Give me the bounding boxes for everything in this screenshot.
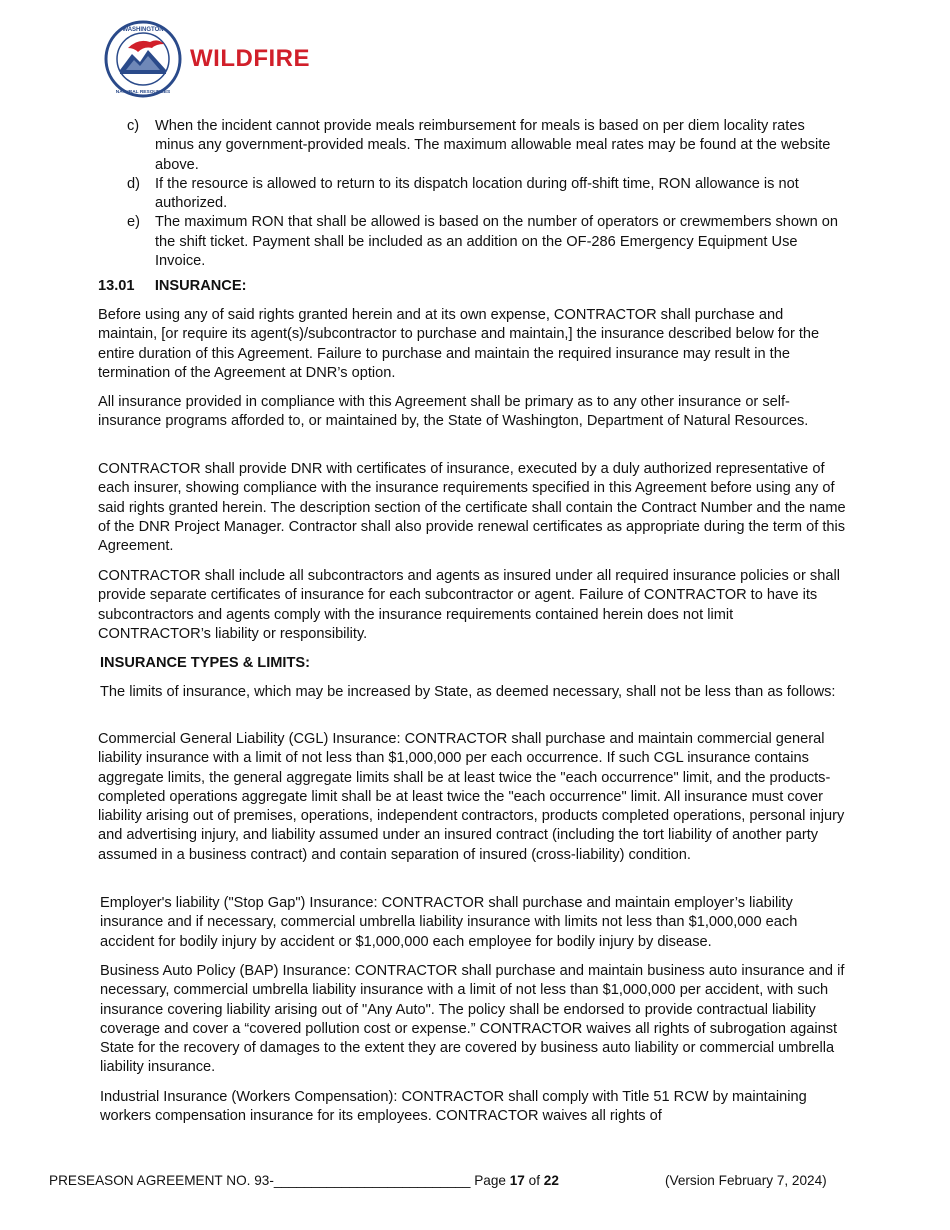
page-current: 17 (509, 1173, 525, 1188)
list-marker: e) (127, 214, 140, 231)
paragraph-cgl: Commercial General Liability (CGL) Insurance: CONTRACTOR shall purchase and maintain commercial general liability insurance with a limit of not less than $1,000,000 per each occurrence. If such CGL insurance contains aggregate limits, the general aggregate limits shall be at least twice the "each occurrence" limit, and the products-completed operations aggregate limit shall be at least twice the "each occurrence" limit. All insurance must cover liability arising out of premises, operations, independent contractors, products completed operations, personal injury and advertising injury, and liability assumed under an insured contract (including the tort liability of another party assumed in a business contract) and contain separation of insured (cross-liability) condition. (98, 731, 845, 863)
list-item-text: The maximum RON that shall be allowed is based on the number of operators or crewmembers shown on the shift ticket. Payment shall be included as an addition on the OF-286 Emergency Equipment Use Invoice. (155, 214, 838, 270)
paragraph-subcontractors: CONTRACTOR shall include all subcontractors and agents as insured under all required insurance policies or shall provide separate certificates of insurance for each subcontractor or agent. Failure of CONTRACTOR to have its subcontractors and agents comply with the insurance requirements contained herein does not limit CONTRACTOR’s liability or responsibility. (98, 568, 840, 642)
agreement-number: PRESEASON AGREEMENT NO. 93-__________________________ (49, 1173, 471, 1188)
dnr-seal-icon (104, 20, 182, 98)
svg-text:NATURAL RESOURCES: NATURAL RESOURCES (115, 90, 171, 95)
dnr-wildfire-logo (104, 20, 324, 100)
section-title: INSURANCE: (154, 278, 247, 294)
list-item (127, 213, 847, 271)
page-label: Page (474, 1173, 506, 1188)
list-item-text: If the resource is allowed to return to its dispatch location during off-shift time, RON allowance is not authorized. (155, 175, 799, 212)
svg-text:WASHINGTON: WASHINGTON (122, 27, 164, 33)
section-number: 13.01 (98, 278, 135, 294)
paragraph-insurance-purchase: Before using any of said rights granted herein and at its own expense, CONTRACTOR shall purchase and maintain, [or require its agent(s)/subcontractor to purchase and maintain,] the insurance described below for the entire duration of this Agreement. Failure to purchase and maintain the required insurance may result in the termination of the Agreement at DNR’s option. (98, 307, 820, 381)
list-marker: d) (127, 175, 140, 192)
section-heading (98, 277, 246, 296)
list-marker: c) (127, 118, 140, 134)
insurance-types-heading: INSURANCE TYPES & LIMITS: (100, 655, 310, 671)
list-item (127, 175, 847, 214)
paragraph-business-auto: Business Auto Policy (BAP) Insurance: CONTRACTOR shall purchase and maintain business auto insurance and if necessary, commercial umbrella liability insurance with a limit of not less than $1,000,000 per accident, with such insurance covering liability arising out of "Any Auto". The policy shall be endorsed to provide contractual liability coverage and cover a “covered pollution cost or expense.” CONTRACTOR waives all rights of subrogation against State for the recovery of damages to the extent they are covered by business auto liability or commercial umbrella liability insurance. (100, 963, 845, 1076)
version-date: (Version February 7, 2024) (665, 1173, 827, 1188)
page-footer (49, 1173, 849, 1189)
page-total: 22 (543, 1173, 559, 1188)
brand-wordmark: WILDFIRE (190, 45, 310, 72)
paragraph-certificates: CONTRACTOR shall provide DNR with certificates of insurance, executed by a duly authorized representative of each insurer, showing compliance with the insurance requirements specified in this Agreement before using any of said rights granted herein. The description section of the certificate shall contain the Contract Number and the name of the DNR Project Manager. Contractor shall also provide renewal certificates as appropriate during the term of this Agreement. (98, 461, 846, 555)
list-item-text: When the incident cannot provide meals reimbursement for meals is based on per diem locality rates minus any government-provided meals. The maximum allowable meal rates may be found at the website above. (155, 118, 831, 173)
page-of: of (528, 1173, 540, 1188)
paragraph-workers-comp: Industrial Insurance (Workers Compensation): CONTRACTOR shall comply with Title 51 RCW by maintaining workers compensation insurance for its employees. CONTRACTOR waives all rights of (100, 1089, 807, 1125)
list-item (127, 117, 847, 175)
paragraph-primary-insurance: All insurance provided in compliance with this Agreement shall be primary as to any other insurance or self-insurance programs afforded to, or maintained by, the State of Washington, Department of Natural Resources. (98, 394, 809, 430)
ron-conditions-list (127, 117, 847, 271)
paragraph-limits: The limits of insurance, which may be increased by State, as deemed necessary, shall not be less than as follows: (100, 684, 836, 700)
paragraph-employers-liability: Employer's liability ("Stop Gap") Insurance: CONTRACTOR shall purchase and maintain employer’s liability insurance and if necessary, commercial umbrella liability insurance with limits not less than $1,000,000 each accident for bodily injury by accident or $1,000,000 each employee for bodily injury by disease. (100, 895, 798, 950)
